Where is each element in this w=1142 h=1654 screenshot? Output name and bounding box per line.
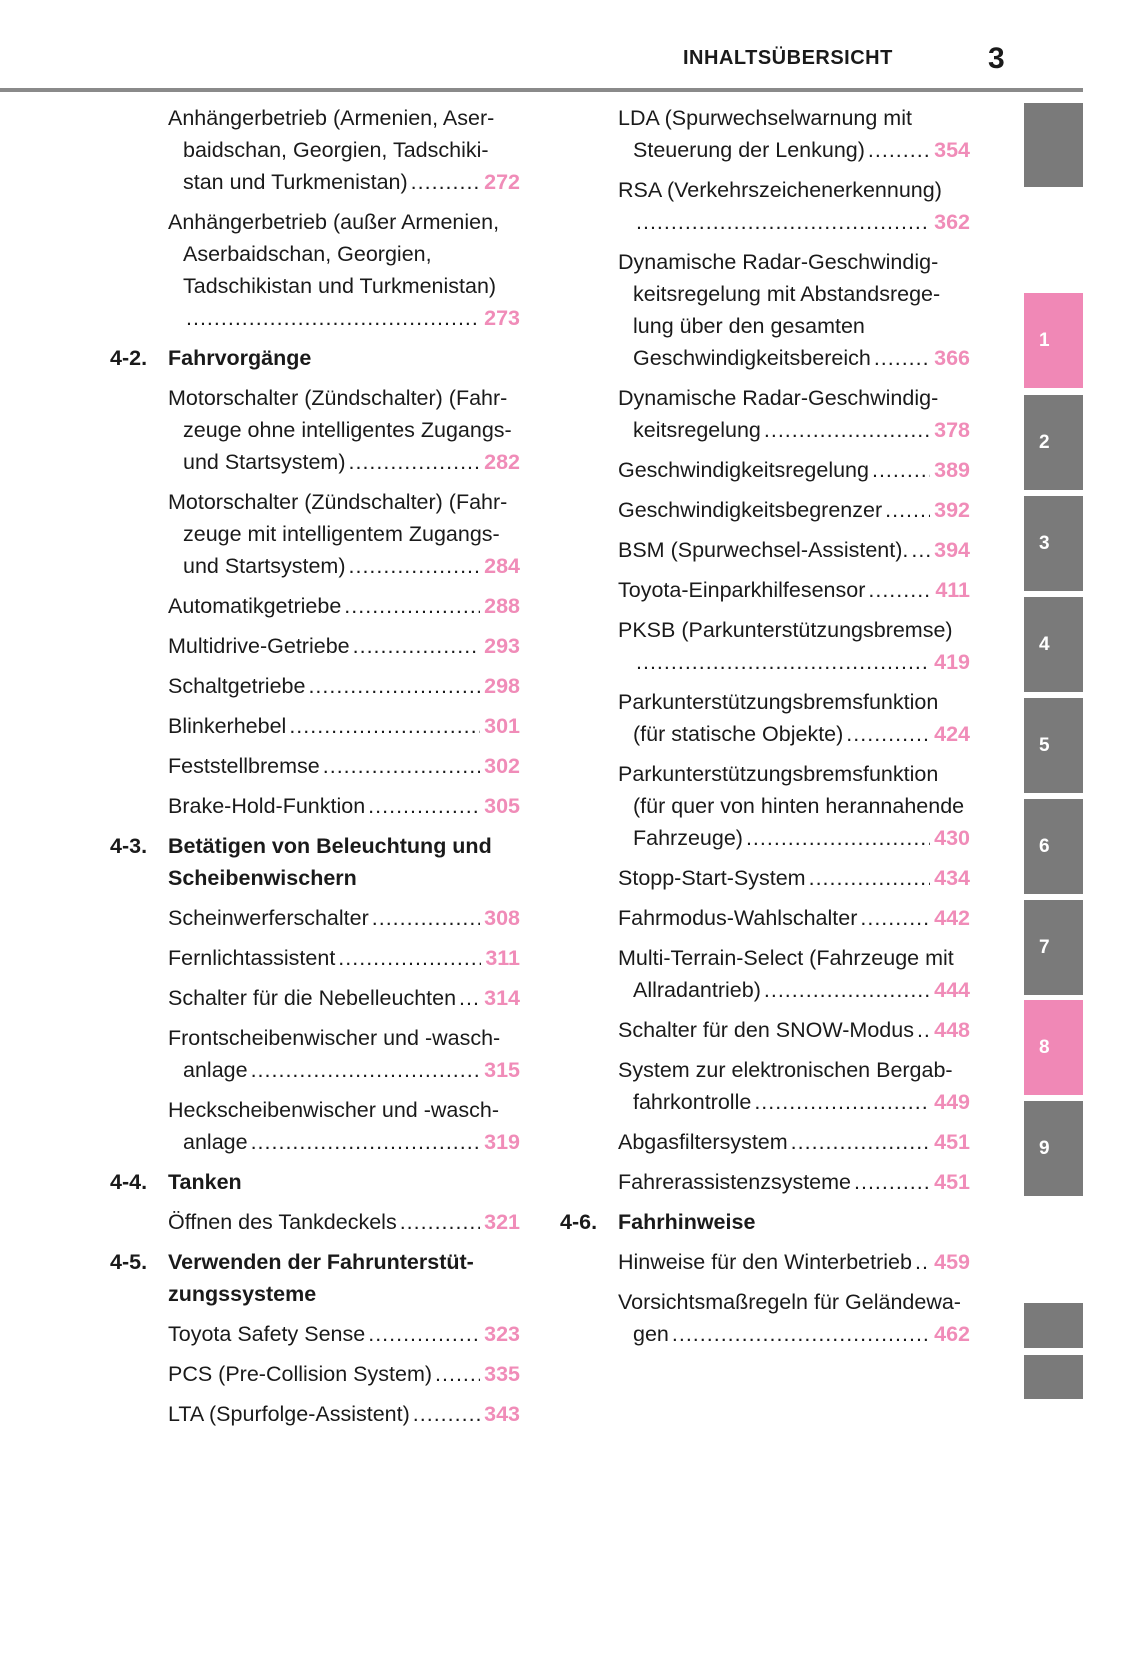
entry-text-line: Fahrzeuge): [633, 826, 743, 850]
toc-entry[interactable]: [168, 1022, 520, 1086]
entry-last-line: [168, 1318, 520, 1350]
section-title: [168, 1166, 242, 1198]
dot-leader: [435, 1358, 480, 1390]
entry-text-line: keitsregelung: [633, 418, 761, 442]
chapter-tab-2[interactable]: [1024, 395, 1083, 490]
entry-page-link[interactable]: 321: [484, 1210, 520, 1234]
entry-page-link[interactable]: 459: [934, 1250, 970, 1274]
entry-last-line: [618, 414, 970, 446]
toc-entry[interactable]: [618, 942, 970, 1006]
entry-page-link[interactable]: 302: [484, 754, 520, 778]
entry-page-link[interactable]: 343: [484, 1402, 520, 1426]
dot-leader: [846, 718, 930, 750]
entry-text-line: Geschwindigkeitsbereich: [633, 346, 871, 370]
entry-last-line: [168, 1358, 520, 1390]
toc-entry[interactable]: [168, 1358, 520, 1390]
entry-text-line: Heckscheibenwischer und -wasch-: [168, 1098, 500, 1122]
entry-text-line: gen: [633, 1322, 669, 1346]
entry-text-line: Schalter für den SNOW-Modus: [618, 1018, 914, 1042]
toc-entry[interactable]: [168, 710, 520, 742]
chapter-tab-3[interactable]: [1024, 496, 1083, 591]
toc-entry[interactable]: [618, 534, 970, 566]
entry-text-line: und Startsystem): [183, 450, 346, 474]
entry-text-line: Vorsichtsmaßregeln für Geländewa-: [618, 1290, 961, 1314]
entry-text-line: Toyota Safety Sense: [168, 1322, 366, 1346]
toc-entry[interactable]: [168, 670, 520, 702]
chapter-tab-4[interactable]: [1024, 597, 1083, 692]
entry-text-line: Anhängerbetrieb (außer Armenien,: [168, 210, 500, 234]
toc-entry[interactable]: [618, 174, 970, 238]
entry-text-line: Schalter für die Nebelleuchten: [168, 986, 457, 1010]
entry-page-link[interactable]: 451: [934, 1170, 970, 1194]
entry-text-line: Stopp-Start-System: [618, 866, 806, 890]
entry-page-link[interactable]: 419: [934, 650, 970, 674]
dot-leader: [186, 302, 480, 334]
entry-text-line: Geschwindigkeitsbegrenzer: [618, 498, 883, 522]
section-number: 4-6.: [560, 1210, 598, 1234]
section-title-line: Fahrvorgänge: [168, 346, 312, 370]
chapter-tab-label: 9: [1039, 1137, 1050, 1159]
entry-last-line: [618, 862, 970, 894]
entry-page-link[interactable]: 444: [934, 978, 970, 1002]
dot-leader: [251, 1126, 481, 1158]
entry-page-link[interactable]: 273: [484, 306, 520, 330]
entry-last-line: [168, 750, 520, 782]
entry-page-link[interactable]: 451: [934, 1130, 970, 1154]
toc-entry[interactable]: [168, 206, 520, 334]
dot-leader: [323, 750, 480, 782]
entry-page-link[interactable]: 293: [484, 634, 520, 658]
chapter-tab[interactable]: [1024, 1303, 1083, 1348]
entry-text-line: Blinkerhebel: [168, 714, 287, 738]
toc-entry[interactable]: [168, 102, 520, 198]
dot-leader: [459, 982, 480, 1014]
toc-entry[interactable]: [618, 494, 970, 526]
entry-text-line: PKSB (Parkunterstützungsbremse): [618, 618, 953, 642]
entry-text-line: Dynamische Radar-Geschwindig-: [618, 250, 939, 274]
entry-page-link[interactable]: 434: [934, 866, 970, 890]
entry-last-line: [618, 342, 970, 374]
dot-leader: [754, 1086, 930, 1118]
toc-section-heading: [110, 1246, 520, 1310]
entry-page-link[interactable]: 315: [484, 1058, 520, 1082]
page-header-title: INHALTSÜBERSICHT: [683, 47, 893, 69]
entry-text-line: Aserbaidschan, Georgien,: [183, 242, 432, 266]
dot-leader: [636, 646, 930, 678]
entry-page-link[interactable]: 301: [484, 714, 520, 738]
dot-leader: [372, 902, 480, 934]
entry-text-line: baidschan, Georgien, Tadschiki-: [183, 138, 489, 162]
entry-last-line: [168, 550, 520, 582]
toc-entry[interactable]: [618, 1166, 970, 1198]
entry-last-line: [168, 790, 520, 822]
entry-text-line: Hinweise für den Winterbetrieb: [618, 1250, 912, 1274]
section-title-line: Verwenden der Fahrunterstüt-: [168, 1250, 474, 1274]
entry-last-line: [168, 902, 520, 934]
dot-leader: [672, 1318, 930, 1350]
entry-text-line: Steuerung der Lenkung): [633, 138, 865, 162]
entry-last-line: [618, 718, 970, 750]
entry-text-line: Fernlichtassistent: [168, 946, 336, 970]
entry-page-link[interactable]: 462: [934, 1322, 970, 1346]
entry-page-link[interactable]: 284: [484, 554, 520, 578]
dot-leader: [368, 790, 480, 822]
entry-text-line: Geschwindigkeitsregelung: [618, 458, 869, 482]
entry-text-line: LDA (Spurwechselwarnung mit: [618, 106, 912, 130]
dot-leader: [353, 630, 481, 662]
entry-text-line: PCS (Pre-Collision System): [168, 1362, 433, 1386]
entry-last-line: [168, 710, 520, 742]
entry-last-line: [168, 982, 520, 1014]
entry-text-line: zeuge mit intelligentem Zugangs-: [183, 522, 500, 546]
entry-last-line: [618, 1166, 970, 1198]
toc-entry[interactable]: [618, 574, 970, 606]
section-title-line: zungssysteme: [168, 1282, 317, 1306]
dot-leader: [868, 574, 931, 606]
toc-entry[interactable]: [168, 486, 520, 582]
toc-section-heading: [110, 830, 520, 894]
section-title-line: Tanken: [168, 1170, 242, 1194]
entry-text-line: Fahrmodus-Wahlschalter: [618, 906, 858, 930]
entry-page-link[interactable]: 305: [484, 794, 520, 818]
entry-last-line: [168, 942, 520, 974]
entry-last-line: [168, 1054, 520, 1086]
entry-page-link[interactable]: 314: [484, 986, 520, 1010]
dot-leader: [915, 1246, 930, 1278]
chapter-tab-label: 7: [1039, 936, 1050, 958]
entry-last-line: [618, 646, 970, 678]
toc-entry[interactable]: [168, 1094, 520, 1158]
entry-text-line: Frontscheibenwischer und -wasch-: [168, 1026, 501, 1050]
toc-entry[interactable]: [168, 1398, 520, 1430]
entry-last-line: [168, 630, 520, 662]
entry-page-link[interactable]: 362: [934, 210, 970, 234]
toc-section-heading: [560, 1206, 970, 1238]
dot-leader: [854, 1166, 930, 1198]
section-title: [168, 342, 311, 374]
entry-page-link[interactable]: 389: [934, 458, 970, 482]
entry-page-link[interactable]: 272: [484, 170, 520, 194]
entry-text-line: Motorschalter (Zündschalter) (Fahr-: [168, 490, 508, 514]
entry-page-link[interactable]: 424: [934, 722, 970, 746]
entry-last-line: [168, 670, 520, 702]
entry-page-link[interactable]: 449: [934, 1090, 970, 1114]
entry-text-line: Toyota-Einparkhilfesensor: [618, 578, 866, 602]
toc-entry[interactable]: [618, 1126, 970, 1158]
toc-entry[interactable]: [168, 1206, 520, 1238]
entry-text-line: RSA (Verkehrszeichenerkennung): [618, 178, 942, 202]
entry-last-line: [618, 1318, 970, 1350]
dot-leader: [349, 446, 481, 478]
entry-page-link[interactable]: 308: [484, 906, 520, 930]
toc-section-heading: [110, 342, 520, 374]
entry-page-link[interactable]: 288: [484, 594, 520, 618]
toc-entry[interactable]: [618, 246, 970, 374]
section-title-line: Betätigen von Beleuchtung und: [168, 834, 492, 858]
entry-text-line: anlage: [183, 1058, 248, 1082]
entry-text-line: Parkunterstützungsbremsfunktion: [618, 690, 939, 714]
entry-text-line: zeuge ohne intelligentes Zugangs-: [183, 418, 512, 442]
entry-last-line: [168, 302, 520, 334]
entry-last-line: [618, 534, 970, 566]
entry-text-line: (für statische Objekte): [633, 722, 844, 746]
toc-entry[interactable]: [618, 862, 970, 894]
entry-last-line: [618, 574, 970, 606]
dot-leader: [251, 1054, 481, 1086]
dot-leader: [809, 862, 931, 894]
entry-page-link[interactable]: 319: [484, 1130, 520, 1154]
page-number: 3: [988, 42, 1005, 75]
dot-leader: [860, 902, 930, 934]
entry-text-line: Automatikgetriebe: [168, 594, 342, 618]
entry-last-line: [618, 494, 970, 526]
entry-text-line: Allradantrieb): [633, 978, 761, 1002]
entry-page-link[interactable]: 448: [934, 1018, 970, 1042]
header-divider: [0, 88, 1083, 92]
entry-text-line: LTA (Spurfolge-Assistent): [168, 1402, 410, 1426]
entry-text-line: anlage: [183, 1130, 248, 1154]
toc-entry[interactable]: [618, 1054, 970, 1118]
entry-page-link[interactable]: 298: [484, 674, 520, 698]
section-title: [618, 1206, 755, 1238]
dot-leader: [413, 1398, 480, 1430]
entry-page-link[interactable]: 311: [485, 946, 520, 970]
entry-page-link[interactable]: 366: [934, 346, 970, 370]
toc-entry[interactable]: [168, 630, 520, 662]
entry-text-line: Motorschalter (Zündschalter) (Fahr-: [168, 386, 508, 410]
entry-last-line: [618, 206, 970, 238]
chapter-tab[interactable]: [1024, 103, 1083, 187]
dot-leader: [349, 550, 481, 582]
toc-entry[interactable]: [168, 902, 520, 934]
toc-entry[interactable]: [618, 102, 970, 166]
entry-last-line: [168, 1206, 520, 1238]
entry-text-line: Anhängerbetrieb (Armenien, Aser-: [168, 106, 495, 130]
dot-leader: [308, 670, 480, 702]
chapter-tab-label: 1: [1039, 329, 1050, 351]
entry-page-link[interactable]: 378: [934, 418, 970, 442]
entry-text-line: Fahrerassistenzsysteme: [618, 1170, 851, 1194]
section-number: 4-2.: [110, 346, 148, 370]
entry-text-line: Parkunterstützungsbremsfunktion: [618, 762, 939, 786]
entry-last-line: [618, 974, 970, 1006]
entry-page-link[interactable]: 354: [934, 138, 970, 162]
entry-text-line: (für quer von hinten herannahende: [633, 794, 965, 818]
dot-leader: [368, 1318, 480, 1350]
entry-last-line: [618, 902, 970, 934]
toc-entry[interactable]: [618, 1014, 970, 1046]
dot-leader: [746, 822, 930, 854]
entry-last-line: [618, 1014, 970, 1046]
toc-entry[interactable]: [618, 382, 970, 446]
entry-page-link[interactable]: 442: [934, 906, 970, 930]
entry-text-line: und Startsystem): [183, 554, 346, 578]
toc-entry[interactable]: [168, 942, 520, 974]
entry-last-line: [618, 1246, 970, 1278]
entry-page-link[interactable]: 392: [934, 498, 970, 522]
chapter-tab-6[interactable]: [1024, 799, 1083, 894]
entry-text-line: stan und Turkmenistan): [183, 170, 408, 194]
section-title: [168, 830, 492, 894]
entry-last-line: [618, 454, 970, 486]
chapter-tab-label: 3: [1039, 532, 1050, 554]
toc-entry[interactable]: [168, 382, 520, 478]
dot-leader: [344, 590, 480, 622]
chapter-tab-label: 8: [1039, 1036, 1050, 1058]
dot-leader: [400, 1206, 480, 1238]
toc-entry[interactable]: [168, 982, 520, 1014]
entry-page-link[interactable]: 394: [934, 538, 970, 562]
toc-entry[interactable]: [618, 1246, 970, 1278]
section-title-line: Scheibenwischern: [168, 866, 357, 890]
entry-page-link[interactable]: 411: [935, 578, 970, 602]
entry-text-line: Multidrive-Getriebe: [168, 634, 350, 658]
section-number: 4-4.: [110, 1170, 148, 1194]
entry-last-line: [618, 1086, 970, 1118]
entry-last-line: [618, 1126, 970, 1158]
dot-leader: [411, 166, 480, 198]
entry-text-line: Brake-Hold-Funktion: [168, 794, 366, 818]
chapter-tab-label: 4: [1039, 633, 1050, 655]
entry-last-line: [168, 590, 520, 622]
toc-entry[interactable]: [618, 758, 970, 854]
toc-column-left: [110, 102, 520, 1438]
entry-text-line: Multi-Terrain-Select (Fahrzeuge mit: [618, 946, 954, 970]
entry-text-line: lung über den gesamten: [633, 314, 865, 338]
entry-last-line: [618, 134, 970, 166]
entry-text-line: Feststellbremse: [168, 754, 320, 778]
dot-leader: [289, 710, 480, 742]
entry-text-line: System zur elektronischen Bergab-: [618, 1058, 953, 1082]
entry-text-line: BSM (Spurwechsel-Assistent).: [618, 538, 909, 562]
toc-entry[interactable]: [168, 790, 520, 822]
dot-leader: [868, 134, 930, 166]
toc-column-right: [560, 102, 970, 1358]
chapter-tab-label: 5: [1039, 734, 1050, 756]
chapter-tab-5[interactable]: [1024, 698, 1083, 793]
dot-leader: [791, 1126, 930, 1158]
toc-entry[interactable]: [168, 1318, 520, 1350]
chapter-tab-9[interactable]: [1024, 1101, 1083, 1196]
dot-leader: [338, 942, 481, 974]
entry-page-link[interactable]: 282: [484, 450, 520, 474]
entry-last-line: [168, 1398, 520, 1430]
toc-entry[interactable]: [618, 686, 970, 750]
entry-text-line: Tadschikistan und Turkmenistan): [183, 274, 497, 298]
toc-entry[interactable]: [168, 590, 520, 622]
dot-leader: [885, 494, 930, 526]
dot-leader: [764, 974, 930, 1006]
dot-leader: [917, 1014, 930, 1046]
entry-page-link[interactable]: 430: [934, 826, 970, 850]
entry-text-line: keitsregelung mit Abstandsrege-: [633, 282, 941, 306]
section-title: [168, 1246, 474, 1310]
entry-last-line: [168, 166, 520, 198]
chapter-tab-7[interactable]: [1024, 900, 1083, 995]
chapter-tab-label: 6: [1039, 835, 1050, 857]
entry-text-line: Abgasfiltersystem: [618, 1130, 788, 1154]
section-number: 4-5.: [110, 1250, 148, 1274]
entry-text-line: Schaltgetriebe: [168, 674, 306, 698]
section-number: 4-3.: [110, 834, 148, 858]
entry-text-line: fahrkontrolle: [633, 1090, 752, 1114]
entry-text-line: Öffnen des Tankdeckels: [168, 1210, 397, 1234]
dot-leader: [764, 414, 930, 446]
entry-last-line: [618, 822, 970, 854]
toc-entry[interactable]: [618, 454, 970, 486]
toc-entry[interactable]: [618, 902, 970, 934]
entry-text-line: Scheinwerferschalter: [168, 906, 369, 930]
entry-text-line: Dynamische Radar-Geschwindig-: [618, 386, 939, 410]
toc-entry[interactable]: [618, 1286, 970, 1350]
entry-page-link[interactable]: 323: [484, 1322, 520, 1346]
chapter-tab-8[interactable]: [1024, 1000, 1083, 1095]
toc-entry[interactable]: [168, 750, 520, 782]
chapter-tab[interactable]: [1024, 1355, 1083, 1399]
dot-leader: [872, 454, 930, 486]
dot-leader: [911, 534, 930, 566]
entry-last-line: [168, 1126, 520, 1158]
dot-leader: [874, 342, 930, 374]
chapter-tab-label: 2: [1039, 431, 1050, 453]
toc-entry[interactable]: [618, 614, 970, 678]
section-title-line: Fahrhinweise: [618, 1210, 756, 1234]
toc-section-heading: [110, 1166, 520, 1198]
chapter-tab-1[interactable]: [1024, 293, 1083, 388]
entry-page-link[interactable]: 335: [484, 1362, 520, 1386]
entry-last-line: [168, 446, 520, 478]
dot-leader: [636, 206, 930, 238]
